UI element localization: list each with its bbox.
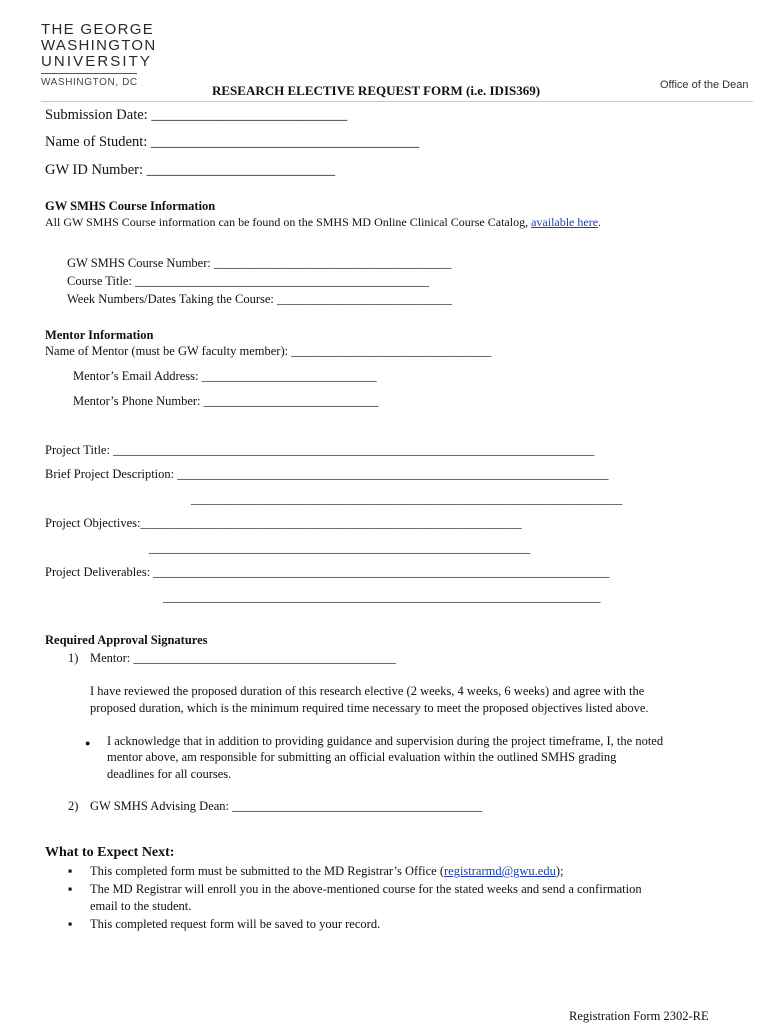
bullet-icon: ● (85, 738, 91, 748)
logo-line-3: UNIVERSITY (41, 53, 153, 70)
dean-signature-field[interactable]: GW SMHS Advising Dean: ________________________________________ (90, 799, 483, 813)
square-bullet-icon: ▪ (68, 917, 73, 931)
project-title-field[interactable]: Project Title: _____________________________________________________________________________ (45, 443, 595, 457)
week-numbers-field[interactable]: Week Numbers/Dates Taking the Course: ____________________________ (67, 292, 452, 306)
student-name-field[interactable]: Name of Student: _____________________________________ (45, 134, 420, 150)
square-bullet-icon: ▪ (68, 864, 73, 878)
next-item-1-prefix: This completed form must be submitted to the MD Registrar’s Office ( (90, 864, 444, 878)
course-info-suffix: . (598, 215, 602, 229)
next-item-1 (90, 864, 563, 879)
square-bullet-icon: ▪ (68, 882, 73, 896)
mentor-phone-field[interactable]: Mentor’s Phone Number: ____________________________ (73, 394, 379, 408)
form-title: RESEARCH ELECTIVE REQUEST FORM (i.e. IDIS369) (212, 83, 541, 98)
logo-line-2: WASHINGTON (41, 37, 157, 54)
review-statement-line2: proposed duration, which is the minimum required time necessary to meet the proposed objectives listed above. (90, 701, 649, 715)
course-info-text (45, 215, 601, 230)
approval-heading: Required Approval Signatures (45, 633, 208, 647)
next-item-2-line1: The MD Registrar will enroll you in the above-mentioned course for the stated weeks and send a confirmation (90, 882, 642, 896)
mentor-info-heading: Mentor Information (45, 328, 154, 342)
catalog-link[interactable]: available here (531, 215, 599, 229)
mentor-name-field[interactable]: Name of Mentor (must be GW faculty member): ________________________________ (45, 344, 492, 358)
logo-line-4: WASHINGTON, DC (41, 77, 138, 88)
mentor-item-number: 1) (68, 651, 79, 665)
mentor-email-field[interactable]: Mentor’s Email Address: ____________________________ (73, 369, 377, 383)
project-deliverables-field[interactable]: Project Deliverables: _________________________________________________________________________ (45, 565, 610, 579)
mentor-signature-field[interactable]: Mentor: __________________________________________ (90, 651, 396, 665)
next-item-3: This completed request form will be saved to your record. (90, 917, 381, 931)
review-statement-line1: I have reviewed the proposed duration of this research elective (2 weeks, 4 weeks, 6 weeks) and agree with the (90, 684, 645, 698)
dean-item-number: 2) (68, 799, 79, 813)
form-number: Registration Form 2302-RE (569, 1009, 709, 1023)
next-item-2-line2: email to the student. (90, 899, 192, 913)
logo-line-1: THE GEORGE (41, 21, 155, 38)
project-deliverables-line2[interactable]: ______________________________________________________________________ (163, 590, 601, 604)
gw-id-field[interactable]: GW ID Number: __________________________ (45, 162, 336, 178)
ack-statement-line2: mentor above, am responsible for submitting an official evaluation within the outlined SMHS grading (107, 750, 617, 764)
course-title-field[interactable]: Course Title: _______________________________________________ (67, 274, 429, 288)
next-item-1-suffix: ); (555, 864, 564, 878)
project-objectives-line2[interactable]: _____________________________________________________________ (149, 541, 531, 555)
ack-statement-line3: deadlines for all courses. (107, 767, 232, 781)
project-description-line2[interactable]: _____________________________________________________________________ (191, 492, 623, 506)
header-divider (41, 101, 753, 102)
submission-date-field[interactable]: Submission Date: ___________________________ (45, 107, 348, 123)
office-label: Office of the Dean (660, 79, 749, 91)
project-description-field[interactable]: Brief Project Description: _____________________________________________________________________ (45, 467, 609, 481)
project-objectives-field[interactable]: Project Objectives:_____________________________________________________________ (45, 516, 522, 530)
course-number-field[interactable]: GW SMHS Course Number: ______________________________________ (67, 256, 452, 270)
ack-statement-line1: I acknowledge that in addition to providing guidance and supervision during the project timeframe, I, the noted (107, 734, 664, 748)
course-info-heading: GW SMHS Course Information (45, 199, 216, 213)
logo-rule (41, 73, 137, 74)
course-info-prefix: All GW SMHS Course information can be found on the SMHS MD Online Clinical Course Catalog, (45, 215, 532, 229)
next-steps-heading: What to Expect Next: (45, 845, 175, 860)
registrar-email-link[interactable]: registrarmd@gwu.edu (444, 864, 556, 878)
